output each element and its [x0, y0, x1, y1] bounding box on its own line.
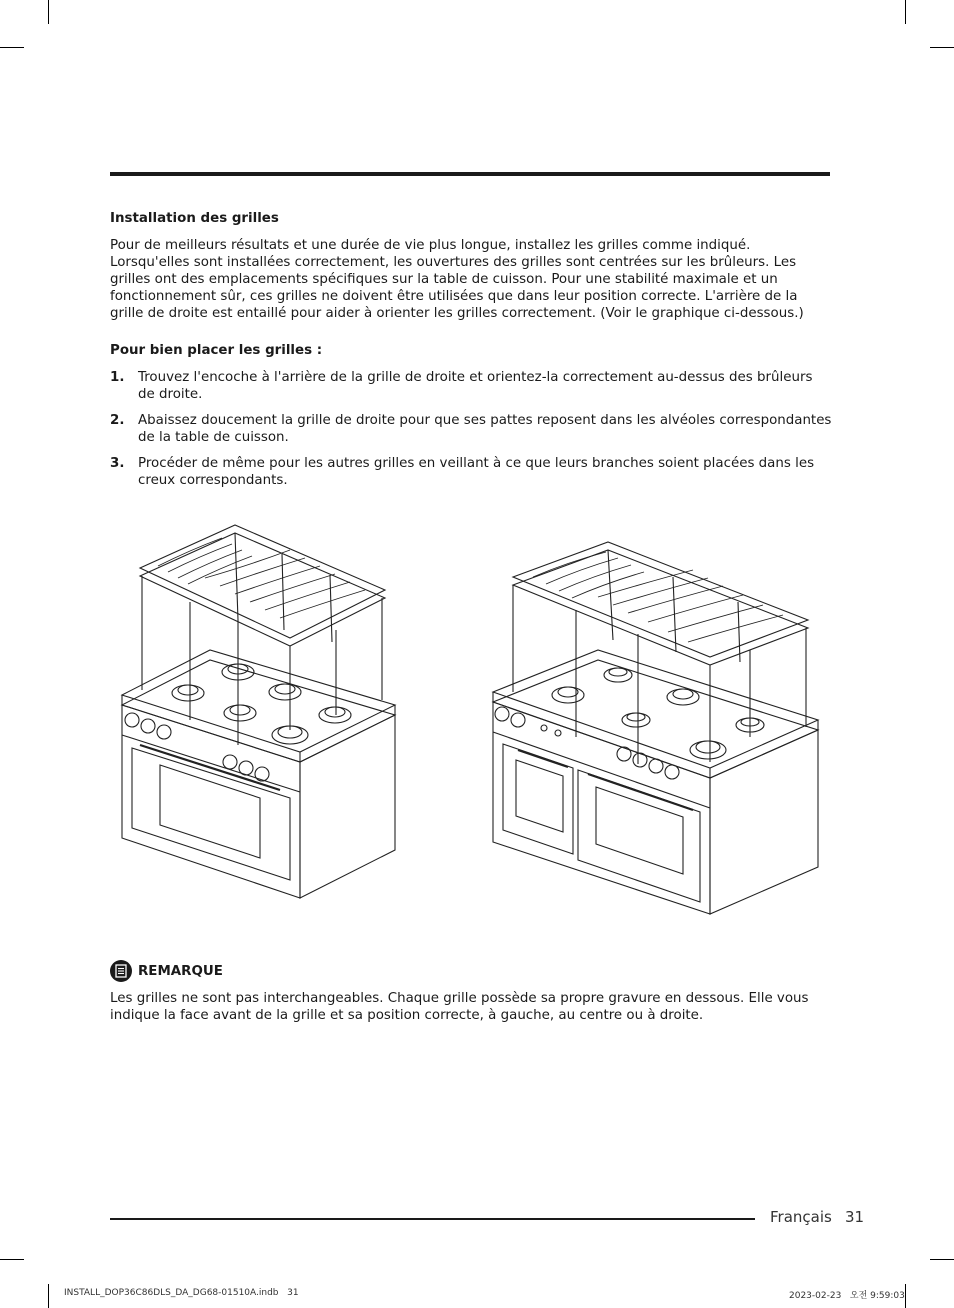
section-heading: Installation des grilles — [110, 211, 279, 226]
crop-mark — [930, 47, 954, 48]
intro-paragraph: Pour de meilleurs résultats et une durée de vie plus longue, installez les grilles comme indiqué. Lorsqu'elles sont installées correctement, les ouvertures des grilles sont centrées sur les brûleurs. Les grilles ont des emplacements spécifiques sur la table de cuisson. Pour une stabilité maximale et un fonctionnement sûr, ces grilles ne doivent être utilisées que dans leur position correcte. L'arrière de la grille de droite est entaillé pour aider à orienter les grilles correctement. (Voir le graphique ci-dessous.) — [110, 238, 804, 321]
step-item — [110, 412, 832, 446]
step-item — [110, 369, 832, 403]
step-number: 3. — [110, 456, 125, 471]
note-label: REMARQUE — [138, 963, 223, 979]
step-text: Abaissez doucement la grille de droite pour que ses pattes reposent dans les alvéoles correspondantes de la table de cuisson. — [138, 413, 832, 445]
step-text: Procéder de même pour les autres grilles en veillant à ce que leurs branches soient placées dans les creux correspondants. — [138, 456, 815, 488]
crop-mark — [0, 1259, 24, 1260]
step-number: 1. — [110, 370, 125, 385]
procedure-heading: Pour bien placer les grilles : — [110, 343, 323, 358]
header-rule — [110, 172, 830, 176]
step-item — [110, 455, 832, 489]
crop-mark — [48, 1284, 49, 1308]
crop-mark — [905, 0, 906, 24]
range-illustrations — [110, 510, 832, 920]
crop-mark — [0, 47, 24, 48]
page-language: Français — [770, 1208, 832, 1226]
range-illustration-left — [110, 520, 410, 900]
step-number: 2. — [110, 413, 125, 428]
note-icon — [110, 960, 132, 982]
range-illustration-right — [488, 532, 828, 917]
crop-mark — [930, 1259, 954, 1260]
crop-mark — [48, 0, 49, 24]
step-text: Trouvez l'encoche à l'arrière de la grille de droite et orientez-la correctement au-dessus des brûleurs de droite. — [138, 370, 813, 402]
print-timestamp: 2023-02-23 오전 9:59:03 — [789, 1291, 905, 1301]
page-number: 31 — [845, 1208, 865, 1226]
note-text: Les grilles ne sont pas interchangeables. Chaque grille possède sa propre gravure en dessous. Elle vous indique la face avant de la grille et sa position correcte, à gauche, au centre ou à droite. — [110, 991, 809, 1023]
main-content — [110, 210, 832, 498]
print-filename: INSTALL_DOP36C86DLS_DA_DG68-01510A.indb 31 — [64, 1288, 299, 1298]
crop-mark — [905, 1284, 906, 1308]
steps-list — [110, 369, 832, 489]
note-header — [110, 960, 223, 982]
footer-rule — [110, 1218, 755, 1220]
